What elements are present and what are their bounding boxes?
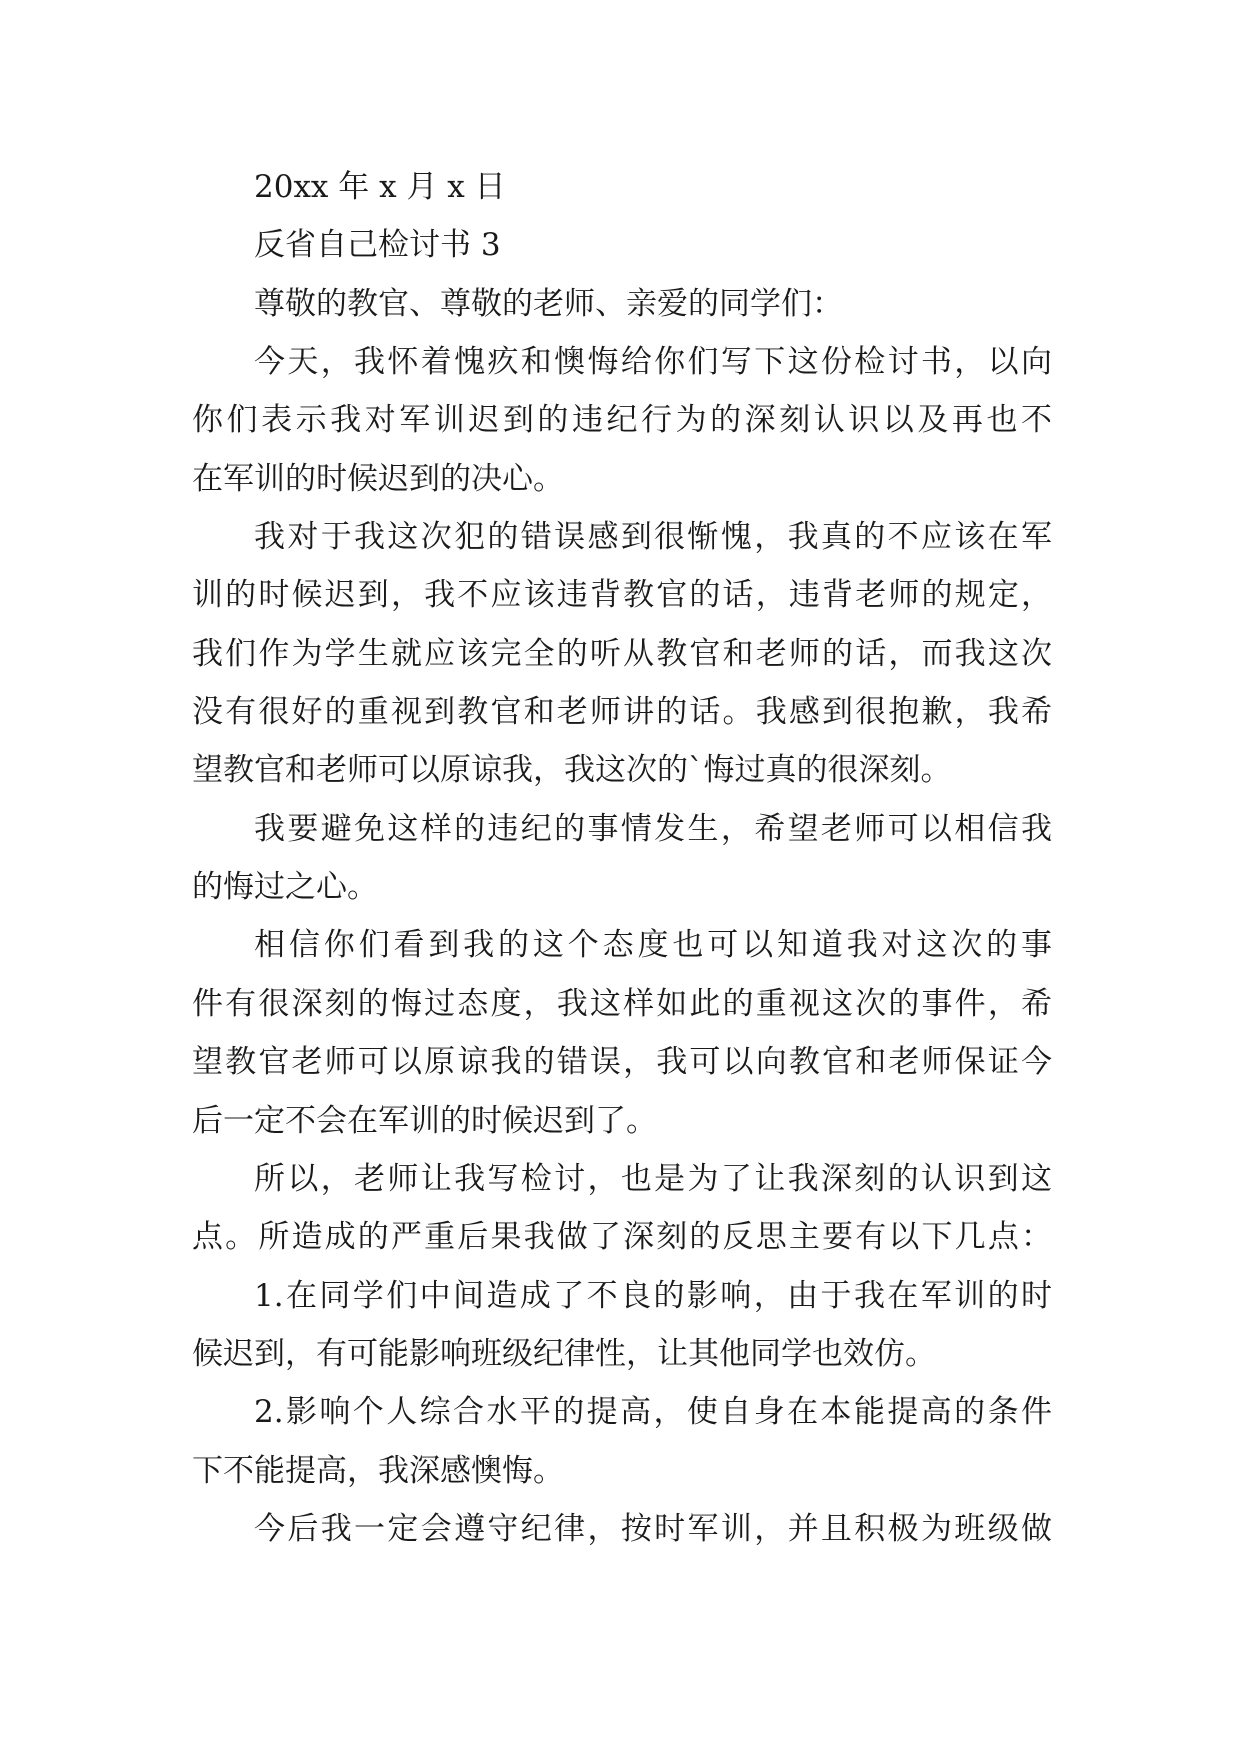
paragraph-line: 没有很好的重视到教官和老师讲的话。我感到很抱歉，我希: [192, 694, 1052, 731]
paragraph-line: 望教官和老师可以原谅我，我这次的`悔过真的很深刻。: [192, 752, 952, 789]
paragraph-line: 候迟到，有可能影响班级纪律性，让其他同学也效仿。: [192, 1335, 936, 1372]
paragraph-line: 后一定不会在军训的时候迟到了。: [192, 1102, 657, 1139]
paragraph-line: 所以，老师让我写检讨，也是为了让我深刻的认识到这: [254, 1160, 1052, 1197]
paragraph-line: 在军训的时候迟到的决心。: [192, 460, 564, 497]
paragraph-line: 我对于我这次犯的错误感到很惭愧，我真的不应该在军: [254, 519, 1052, 556]
document-title: 反省自己检讨书 3: [254, 227, 501, 264]
paragraph: [192, 1150, 1052, 1267]
paragraph: [192, 1267, 1052, 1384]
paragraph-line: 2.影响个人综合水平的提高，使自身在本能提高的条件: [254, 1394, 1052, 1431]
paragraph-line: 1.在同学们中间造成了不良的影响，由于我在军训的时: [254, 1277, 1052, 1314]
paragraph-line: 望教官老师可以原谅我的错误，我可以向教官和老师保证今: [192, 1044, 1052, 1081]
paragraph-line: 下不能提高，我深感懊悔。: [192, 1452, 564, 1489]
paragraph: [192, 333, 1052, 508]
paragraph: [192, 508, 1052, 800]
paragraph: [192, 1500, 1052, 1558]
paragraph-line: 件有很深刻的悔过态度，我这样如此的重视这次的事件，希: [192, 985, 1052, 1022]
paragraph-line: 我们作为学生就应该完全的听从教官和老师的话，而我这次: [192, 635, 1052, 672]
paragraph: [192, 1383, 1052, 1500]
paragraph-line: 的悔过之心。: [192, 869, 378, 906]
paragraph-line: 你们表示我对军训迟到的违纪行为的深刻认识以及再也不: [192, 402, 1052, 439]
paragraph: [192, 916, 1052, 1149]
paragraph-line: 点。所造成的严重后果我做了深刻的反思主要有以下几点：: [192, 1219, 1052, 1256]
paragraph-line: 今后我一定会遵守纪律，按时军训，并且积极为班级做: [254, 1510, 1052, 1547]
paragraph-line: 今天，我怀着愧疚和懊悔给你们写下这份检讨书，以向: [254, 344, 1052, 381]
document-body: [192, 158, 1052, 1558]
document-date: 20xx 年 x 月 x 日: [254, 169, 506, 205]
salutation: 尊敬的教官、尊敬的老师、亲爱的同学们：: [254, 285, 843, 322]
paragraph: [192, 800, 1052, 917]
paragraph-line: 相信你们看到我的这个态度也可以知道我对这次的事: [254, 927, 1052, 964]
paragraph-line: 我要避免这样的违纪的事情发生，希望老师可以相信我: [254, 810, 1052, 847]
paragraph-line: 训的时候迟到，我不应该违背教官的话，违背老师的规定，: [192, 577, 1052, 614]
